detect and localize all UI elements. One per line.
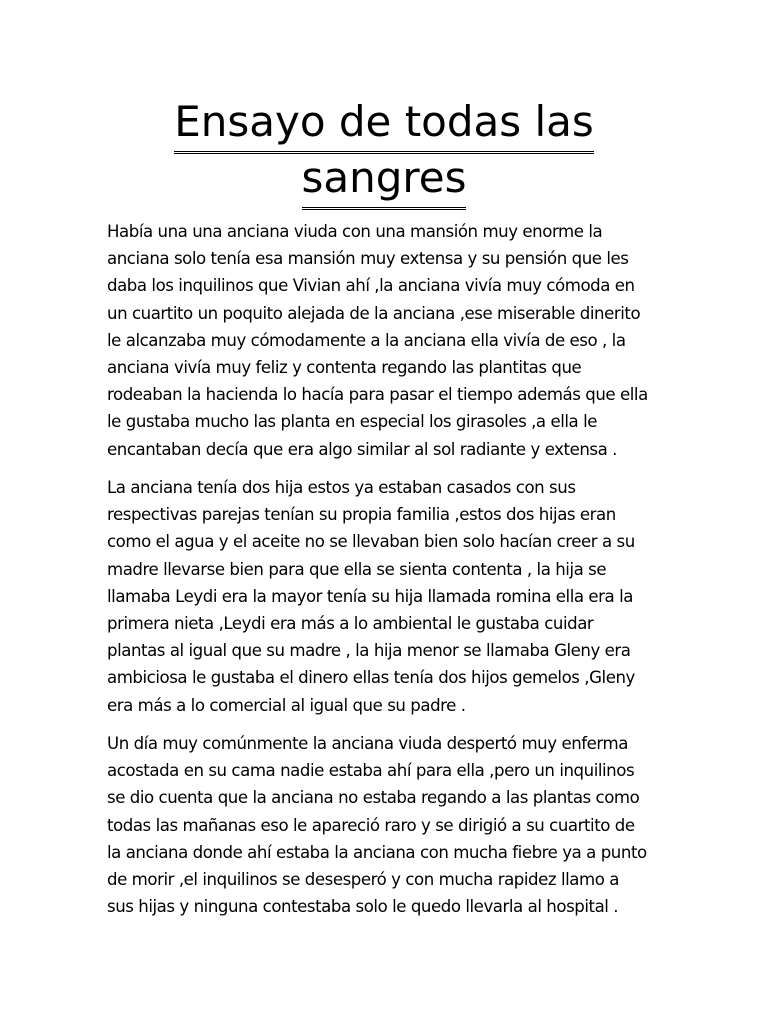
text-line: de morir ,el inquilinos se desesperó y con mucha rapidez llamo a	[107, 870, 619, 890]
text-line: primera nieta ,Leydi era más a lo ambiental le gustaba cuidar	[107, 614, 594, 634]
text-line: encantaban decía que era algo similar al sol radiante y extensa .	[107, 439, 617, 459]
text-line: acostada en su cama nadie estaba ahí para ella ,pero un inquilinos	[107, 761, 635, 781]
text-line: Un día muy comúnmente la anciana viuda despertó muy enferma	[107, 734, 628, 753]
text-line: Había una una anciana viuda con una mansión muy enorme la	[107, 222, 603, 241]
title-line-2: sangres	[302, 150, 467, 210]
text-line: un cuartito un poquito alejada de la anciana ,ese miserable dinerito	[107, 303, 641, 323]
text-line: La anciana tenía dos hija estos ya estaban casados con sus	[107, 478, 576, 497]
text-line: la anciana donde ahí estaba la anciana con mucha fiebre ya a punto	[107, 842, 647, 862]
text-line: rodeaban la hacienda lo hacía para pasar el tiempo además que ella	[107, 385, 648, 405]
text-line: madre llevarse bien para que ella se sienta contenta , la hija se	[107, 559, 607, 579]
text-line: sus hijas y ninguna contestaba solo le quedo llevarla al hospital .	[107, 897, 619, 917]
text-line: como el agua y el aceite no se llevaban bien solo hacían creer a su	[107, 532, 635, 552]
paragraph-3	[107, 730, 677, 920]
text-line: respectivas parejas tenían su propia familia ,estos dos hijas eran	[107, 505, 616, 525]
text-line: todas las mañanas eso le apareció raro y se dirigió a su cuartito de	[107, 815, 635, 835]
text-line: anciana vivía muy feliz y contenta regando las plantitas que	[107, 358, 582, 378]
text-line: ambiciosa le gustaba el dinero ellas tenía dos hijos gemelos ,Gleny	[107, 668, 635, 688]
text-line: anciana solo tenía esa mansión muy extensa y su pensión que les	[107, 249, 629, 269]
text-line: era más a lo comercial al igual que su padre .	[107, 695, 466, 715]
document-title-continued	[100, 150, 668, 210]
text-line: se dio cuenta que la anciana no estaba regando a las plantas como	[107, 788, 640, 808]
document-title	[100, 94, 668, 154]
text-line: llamaba Leydi era la mayor tenía su hija llamada romina ella era la	[107, 586, 633, 606]
text-line: plantas al igual que su madre , la hija menor se llamaba Gleny era	[107, 641, 631, 661]
paragraph-2	[107, 474, 677, 719]
title-line-1: Ensayo de todas las	[174, 94, 594, 154]
text-line: le alcanzaba muy cómodamente a la anciana ella vivía de eso , la	[107, 330, 626, 350]
text-line: daba los inquilinos que Vivian ahí ,la anciana vivía muy cómoda en	[107, 276, 635, 296]
text-line: le gustaba mucho las planta en especial los girasoles ,a ella le	[107, 412, 598, 432]
paragraph-1	[107, 218, 677, 463]
